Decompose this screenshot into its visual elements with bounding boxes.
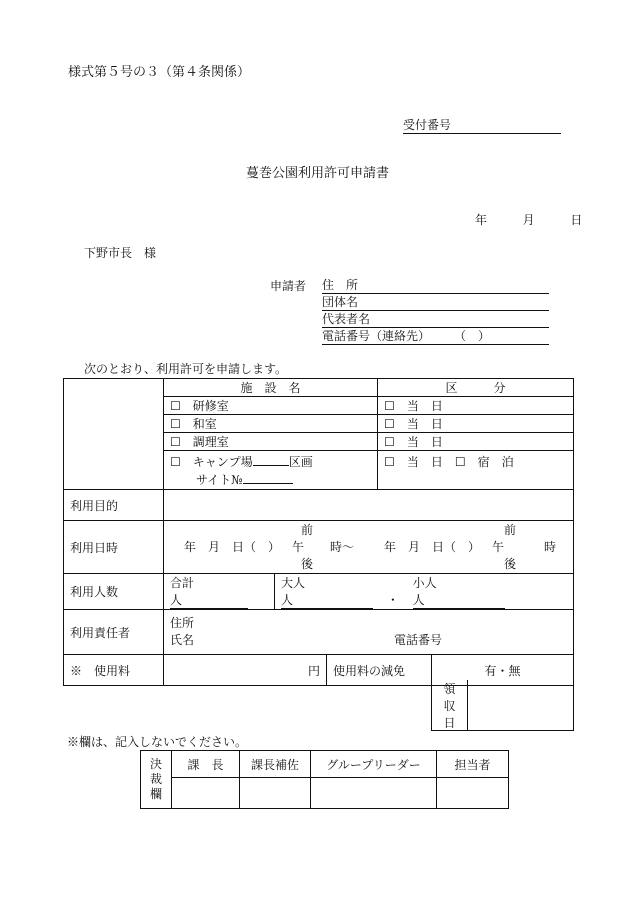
checkbox-icon[interactable]: ☐ — [170, 435, 181, 449]
datetime-ymd-1: 年 月 日（ ） — [184, 540, 281, 554]
camp-section-blank[interactable] — [253, 453, 289, 466]
facility-name: 調理室 — [192, 435, 229, 449]
responsible-field[interactable] — [164, 610, 574, 655]
fee-label: ※ 使用料 — [64, 655, 164, 686]
applicant-representative-field[interactable] — [322, 313, 549, 328]
receipt-char: 日 — [443, 716, 456, 730]
receipt-char: 収 — [443, 699, 456, 713]
approval-col-tanto: 担当者 — [437, 751, 509, 778]
checkbox-icon[interactable]: ☐ — [384, 417, 395, 431]
people-child-label: 小人 — [412, 576, 437, 590]
page-title: 蔓巻公園利用許可申請書 — [246, 166, 390, 181]
applicant-phone-label: 電話番号（連絡先） （ ） — [322, 329, 491, 343]
people-total-field[interactable] — [164, 574, 275, 610]
kubun-text: 当 日 — [406, 417, 443, 431]
approval-char: 欄 — [149, 787, 162, 801]
facility-option-camp[interactable] — [164, 451, 378, 490]
date-day: 日 — [570, 213, 583, 227]
receipt-number-field[interactable] — [403, 119, 561, 134]
checkbox-icon[interactable]: ☐ — [454, 455, 466, 469]
people-total-label: 合計 — [170, 576, 195, 590]
approval-col-leader: グループリーダー — [311, 751, 437, 778]
approval-char: 裁 — [149, 772, 162, 786]
receipt-stamp-box — [431, 680, 574, 731]
kubun-option-washitsu[interactable] — [378, 415, 574, 433]
kubun-option-camp[interactable] — [378, 451, 574, 490]
datetime-go-1: 午 — [292, 540, 305, 554]
applicant-group-label: 団体名 — [322, 295, 359, 309]
checkbox-icon[interactable]: ☐ — [384, 399, 395, 413]
datetime-ymd-2: 年 月 日（ ） — [384, 540, 481, 554]
facility-option-washitsu[interactable] — [164, 415, 378, 433]
datetime-am-2: 前 — [504, 523, 517, 537]
people-label: 利用人数 — [64, 574, 164, 610]
datetime-from: 時〜 — [330, 540, 355, 554]
approval-stamp-hosa[interactable] — [240, 778, 311, 809]
intro-text: 次のとおり、利用許可を申請します。 — [84, 362, 288, 376]
approval-side-label — [141, 751, 172, 809]
applicant-phone-field[interactable] — [322, 330, 549, 345]
people-adult-label: 大人 — [281, 576, 306, 590]
checkbox-icon[interactable]: ☐ — [384, 435, 395, 449]
addressee: 下野市長 様 — [84, 246, 157, 260]
fee-reduction-text: 使用料の減免 — [333, 663, 406, 678]
receipt-stamp-field[interactable] — [468, 680, 573, 730]
kubun-header: 区 分 — [378, 379, 574, 397]
kubun-option-chori[interactable] — [378, 433, 574, 451]
fee-yen: 円 — [307, 663, 320, 678]
approval-col-hosa: 課長補佐 — [240, 751, 311, 778]
people-separator: ・ — [386, 593, 399, 607]
receipt-stamp-label — [432, 680, 468, 731]
purpose-label: 利用目的 — [64, 490, 164, 521]
camp-name: キャンプ場 — [192, 455, 253, 469]
checkbox-icon[interactable]: ☐ — [170, 455, 181, 469]
approval-stamp-kacho[interactable] — [172, 778, 240, 809]
applicant-address-field[interactable] — [322, 279, 549, 294]
approval-table — [140, 750, 509, 809]
applicant-address-label: 住 所 — [322, 278, 359, 292]
responsible-address-label: 住所 — [170, 616, 195, 630]
datetime-pm-1: 後 — [301, 557, 314, 571]
kubun-text: 当 日 — [406, 399, 443, 413]
facility-name: 和室 — [192, 417, 217, 431]
people-unit: 人 — [412, 593, 425, 607]
checkbox-icon[interactable]: ☐ — [170, 417, 181, 431]
receipt-number-label: 受付番号 — [403, 118, 452, 132]
note-text: ※欄は、記入しないでください。 — [67, 735, 248, 749]
facility-blank-cell — [64, 379, 164, 490]
facility-option-kenshu[interactable] — [164, 397, 378, 415]
datetime-am-1: 前 — [301, 523, 314, 537]
datetime-go-2: 午 — [492, 540, 505, 554]
datetime-label: 利用日時 — [64, 521, 164, 574]
kubun-option-kenshu[interactable] — [378, 397, 574, 415]
date-year: 年 — [475, 213, 488, 227]
kubun-text: 当 日 — [406, 455, 443, 469]
purpose-field[interactable] — [164, 490, 574, 521]
fee-field[interactable] — [164, 655, 327, 686]
kubun-text: 宿 泊 — [477, 455, 514, 469]
datetime-field[interactable] — [164, 521, 574, 574]
form-number: 様式第５号の３（第４条関係） — [68, 65, 251, 80]
applicant-representative-label: 代表者名 — [322, 312, 371, 326]
applicant-label: 申請者 — [270, 279, 307, 293]
applicant-group-field[interactable] — [322, 296, 549, 311]
approval-col-kacho: 課 長 — [172, 751, 240, 778]
approval-stamp-leader[interactable] — [311, 778, 437, 809]
facility-name: 研修室 — [192, 399, 229, 413]
facility-header: 施 設 名 — [164, 379, 378, 397]
facility-option-chori[interactable] — [164, 433, 378, 451]
responsible-name-label: 氏名 — [170, 633, 195, 647]
fee-reduction-label — [327, 655, 432, 686]
responsible-label: 利用責任者 — [64, 610, 164, 655]
camp-site-blank[interactable] — [243, 471, 293, 484]
receipt-char: 領 — [443, 682, 456, 696]
people-unit: 人 — [170, 593, 183, 607]
approval-char: 決 — [149, 757, 162, 771]
camp-section-label: 区画 — [288, 455, 313, 469]
date-month: 月 — [522, 213, 535, 227]
date-line — [475, 214, 582, 226]
datetime-pm-2: 後 — [504, 557, 517, 571]
datetime-to: 時 — [544, 540, 557, 554]
responsible-phone-label: 電話番号 — [394, 633, 443, 647]
approval-stamp-tanto[interactable] — [437, 778, 509, 809]
kubun-text: 当 日 — [406, 435, 443, 449]
people-breakdown-field[interactable] — [275, 574, 574, 610]
camp-site-label: サイト№ — [196, 473, 243, 487]
fee-yesno: 有・無 — [484, 663, 521, 678]
checkbox-icon[interactable]: ☐ — [170, 399, 181, 413]
people-unit: 人 — [281, 593, 294, 607]
checkbox-icon[interactable]: ☐ — [384, 455, 395, 469]
application-table — [63, 378, 574, 686]
